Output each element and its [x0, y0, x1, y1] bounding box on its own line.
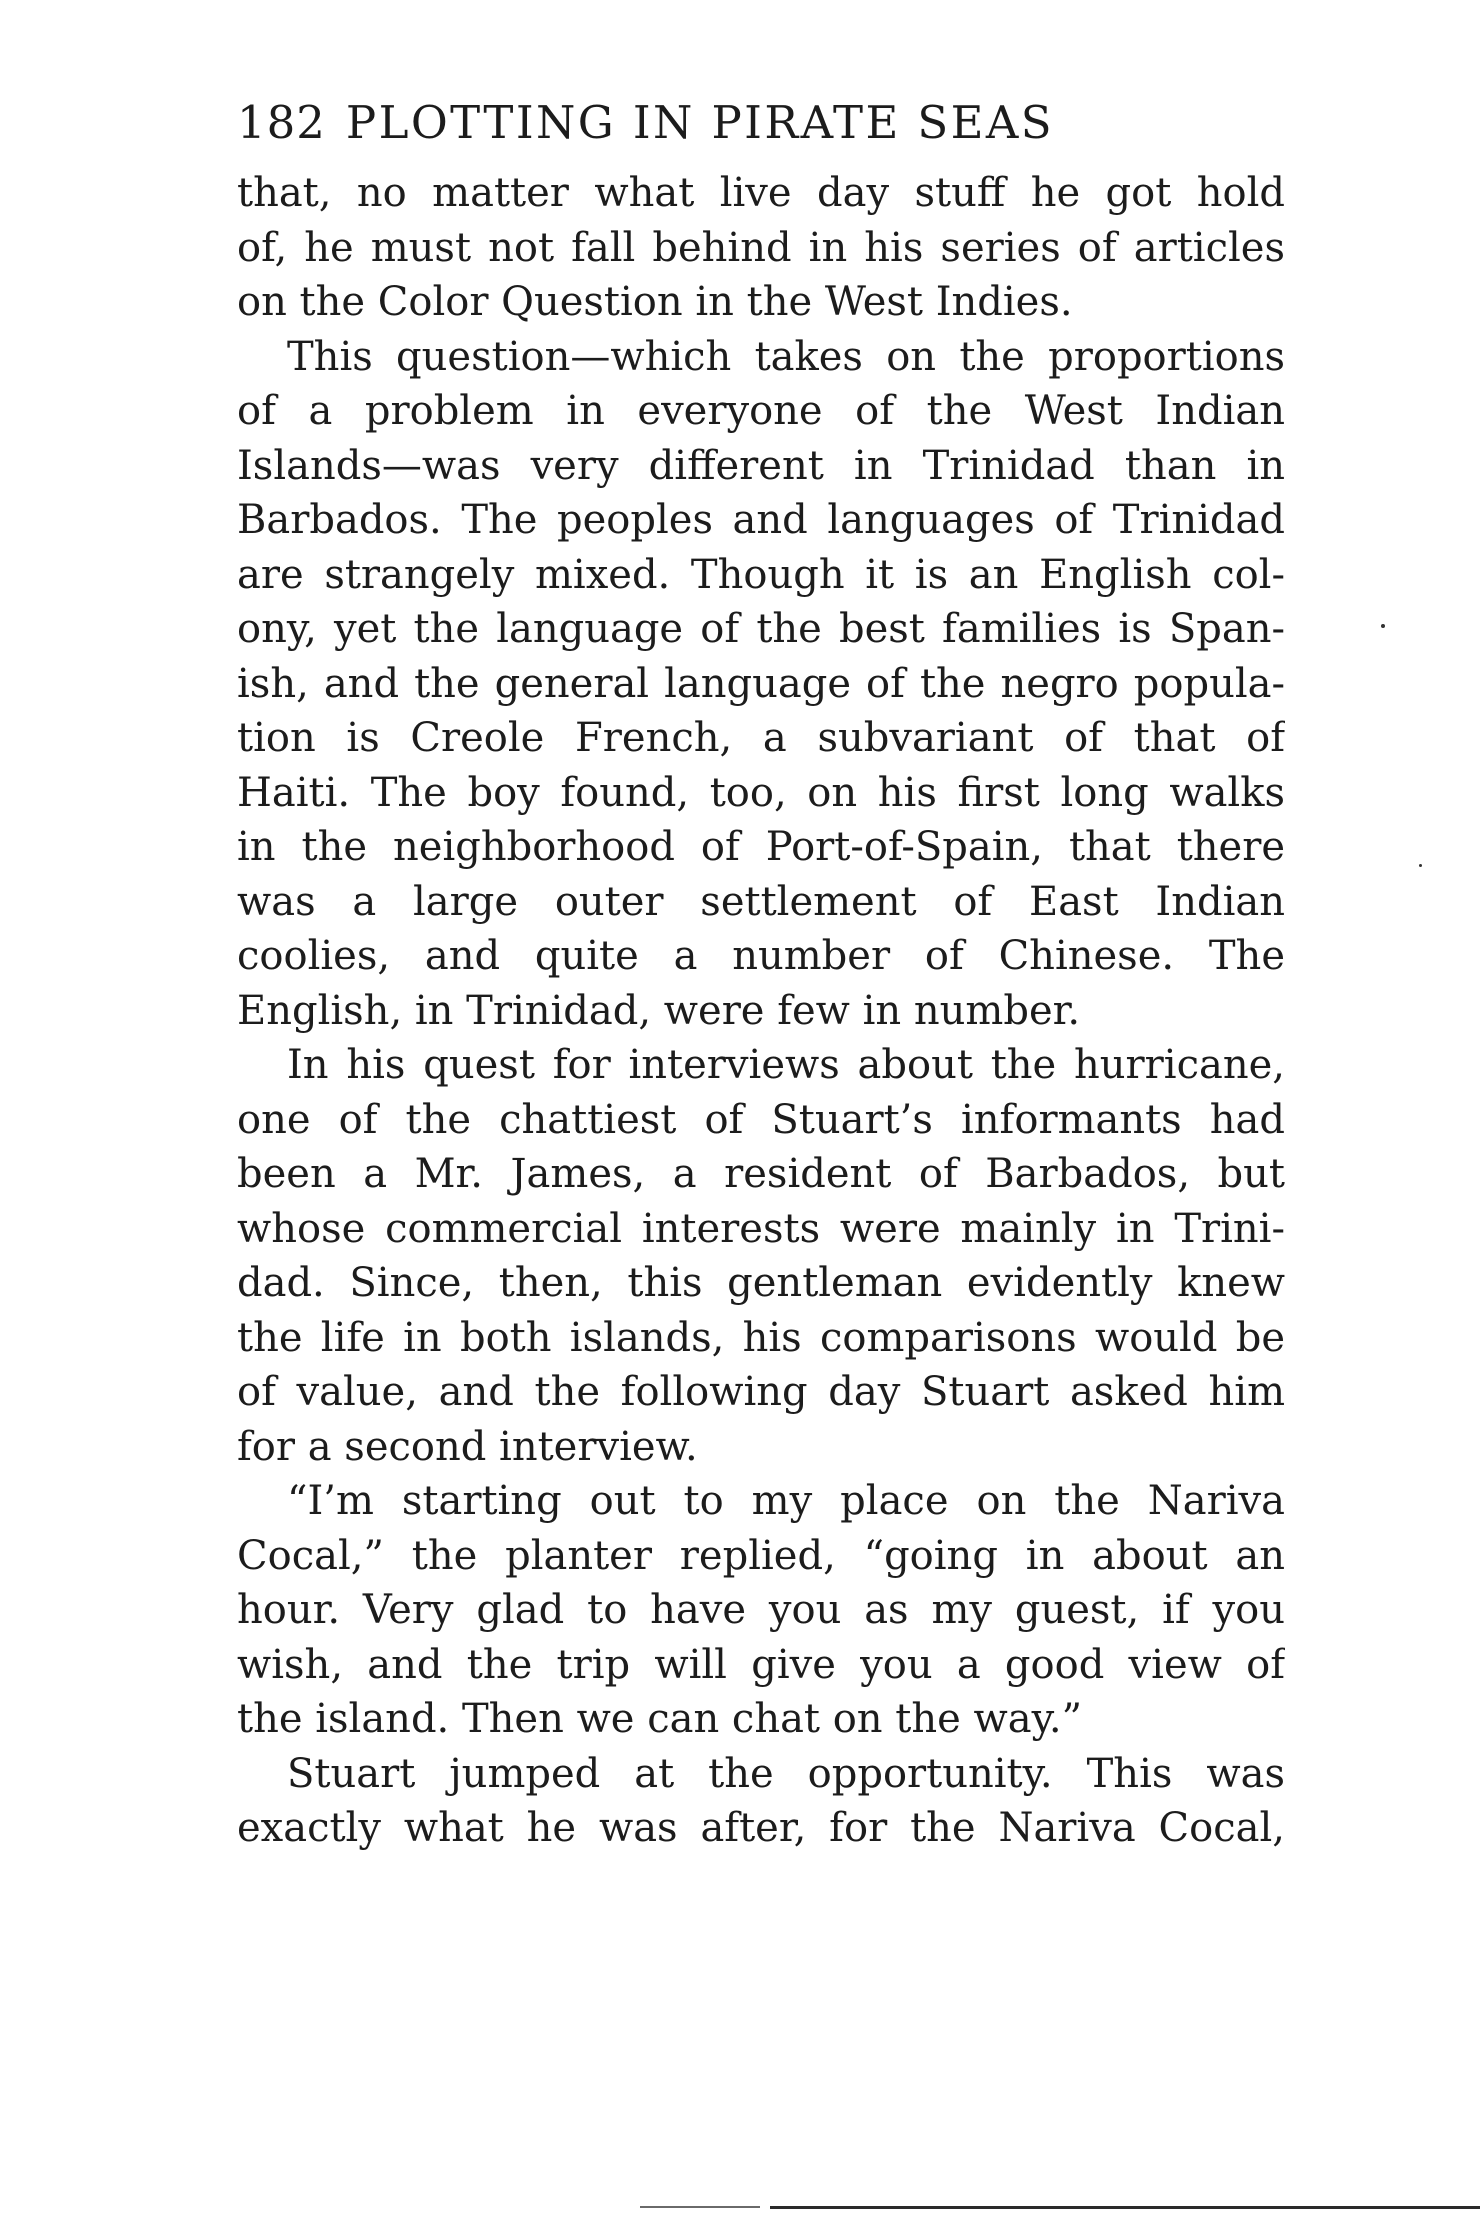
text-line: been a Mr. James, a resident of Barbados, but — [237, 1151, 1285, 1197]
text-line: English, in Trinidad, were few in number. — [237, 987, 1081, 1034]
text-line: of a problem in everyone of the West Indian — [237, 388, 1285, 434]
text-line: of value, and the following day Stuart asked him — [237, 1369, 1285, 1415]
body-text — [237, 166, 1285, 1856]
text-line: are strangely mixed. Though it is an English col- — [237, 551, 1285, 598]
text-line: in the neighborhood of Port-of-Spain, that there — [237, 824, 1285, 870]
text-line: ony, yet the language of the best families is Span- — [237, 606, 1285, 652]
text-line: that, no matter what live day stuff he got hold — [237, 170, 1285, 216]
text-line: “I’m starting out to my place on the Nariva — [287, 1478, 1285, 1524]
text-line: This question—which takes on the proportions — [287, 333, 1285, 380]
text-line: of, he must not fall behind in his series of articles — [237, 224, 1285, 271]
text-line: was a large outer settlement of East Indian — [237, 878, 1285, 925]
text-line: one of the chattiest of Stuart’s informants had — [237, 1096, 1285, 1143]
text-line: tion is Creole French, a subvariant of that of — [237, 715, 1285, 761]
text-line: on the Color Question in the West Indies. — [237, 279, 1073, 325]
text-line: for a second interview. — [237, 1423, 698, 1470]
running-head — [237, 96, 1285, 160]
running-title: PLOTTING IN PIRATE SEAS — [345, 96, 1055, 149]
text-line: exactly what he was after, for the Nariva Cocal, — [237, 1805, 1285, 1851]
text-line: Stuart jumped at the opportunity. This was — [287, 1750, 1285, 1797]
text-line: wish, and the trip will give you a good view of — [237, 1641, 1285, 1688]
text-line: coolies, and quite a number of Chinese. The — [237, 933, 1285, 979]
page-number: 182 — [237, 96, 326, 149]
print-speck — [1381, 624, 1385, 628]
text-line: Islands—was very different in Trinidad than in — [237, 442, 1285, 489]
text-line: the island. Then we can chat on the way.” — [237, 1696, 1083, 1742]
text-line: whose commercial interests were mainly in Trini- — [237, 1205, 1285, 1252]
text-line: dad. Since, then, this gentleman evidently knew — [237, 1260, 1285, 1306]
text-line: Haiti. The boy found, too, on his first long walks — [237, 769, 1285, 816]
text-line: Cocal,” the planter replied, “going in about an — [237, 1532, 1285, 1579]
print-speck — [1419, 864, 1422, 867]
text-line: hour. Very glad to have you as my guest, if you — [237, 1587, 1285, 1633]
bottom-edge-rule — [770, 2206, 1480, 2209]
text-line: Barbados. The peoples and languages of Trinidad — [237, 497, 1285, 543]
bottom-edge-rule — [640, 2206, 760, 2208]
text-line: the life in both islands, his comparisons would be — [237, 1314, 1285, 1361]
text-line: ish, and the general language of the negro popula- — [237, 660, 1285, 707]
book-page — [237, 96, 1285, 1856]
text-line: In his quest for interviews about the hurricane, — [287, 1042, 1285, 1088]
